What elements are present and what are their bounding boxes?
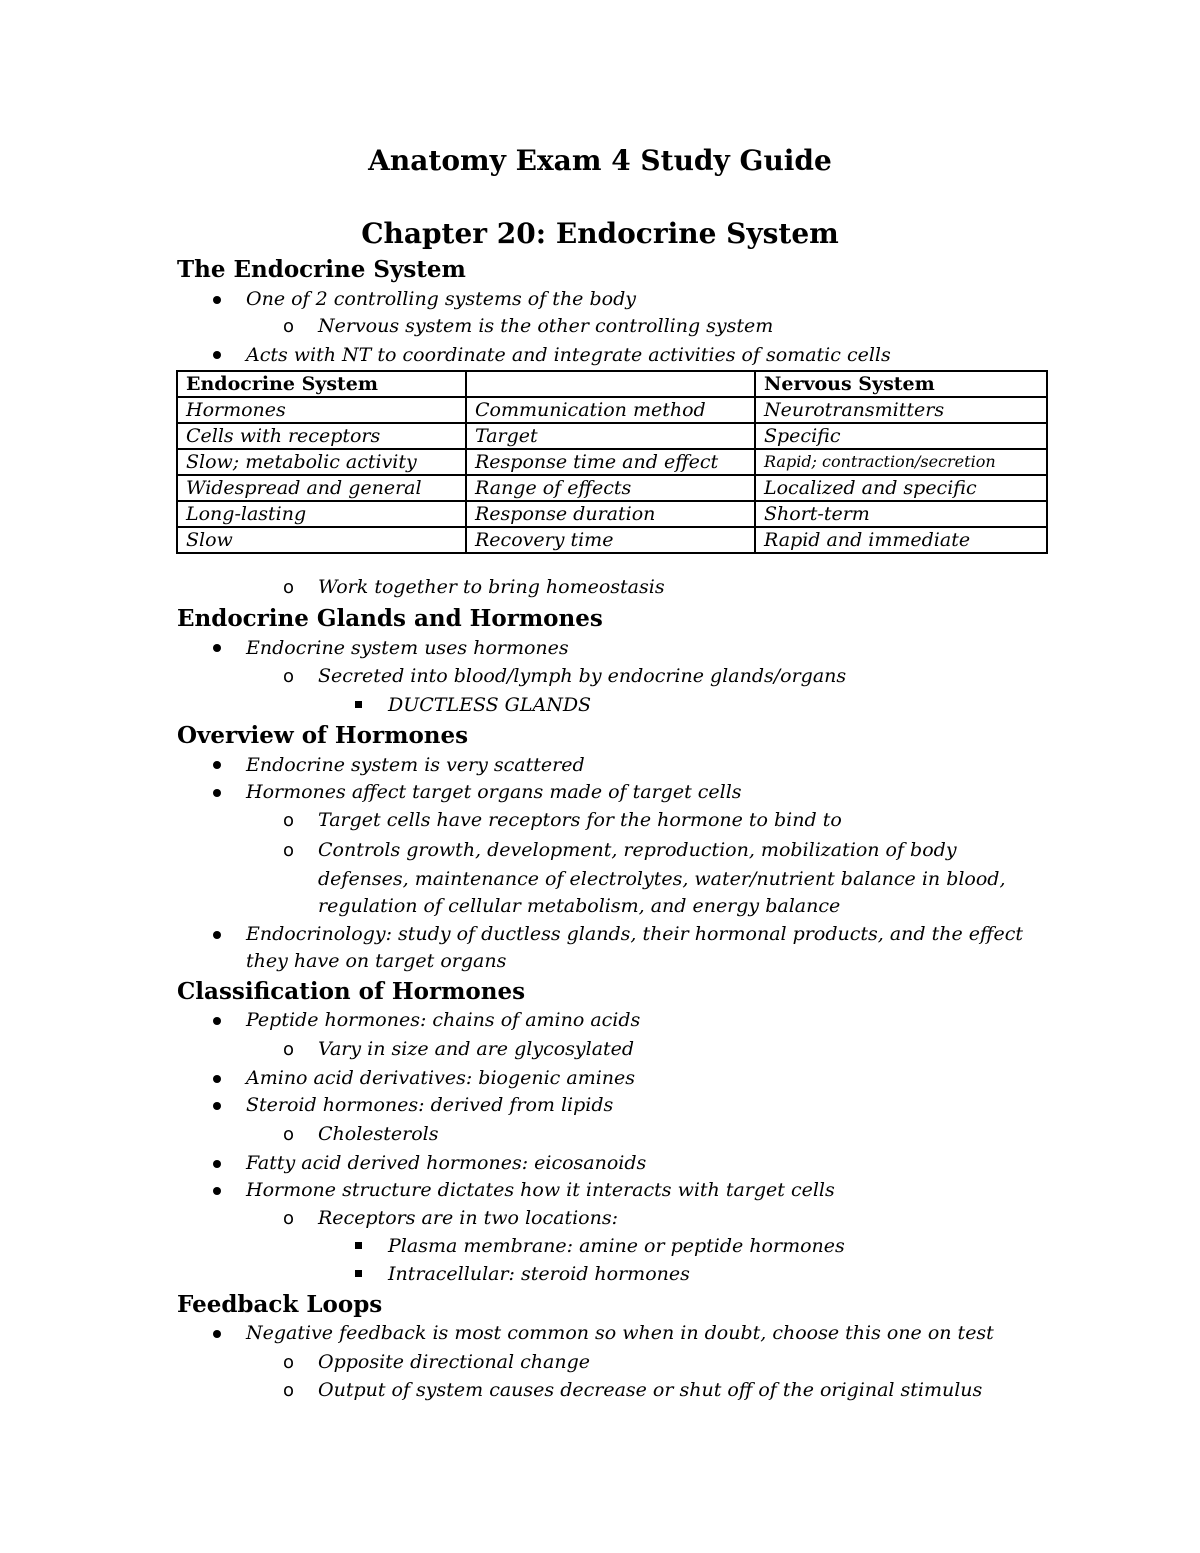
list-item: Cholesterols [318,1123,439,1145]
table-cell: Neurotransmitters [755,397,1047,423]
bullet-circle: o [283,1380,295,1401]
table-cell: Slow [177,527,466,553]
table-cell: Slow; metabolic activity [177,449,466,475]
list-item: Endocrine system uses hormones [246,637,569,659]
table-cell: Range of effects [466,475,755,501]
table-cell: Response duration [466,501,755,527]
section-heading-endocrine-system: The Endocrine System [177,256,466,283]
list-item: DUCTLESS GLANDS [388,694,592,716]
table-cell: Hormones [177,397,466,423]
list-item: Steroid hormones: derived from lipids [246,1094,614,1116]
bullet-dot [213,1075,221,1083]
bullet-circle: o [283,1208,295,1229]
list-item-continuation: defenses, maintenance of electrolytes, water/nutrient balance in blood, [318,868,1006,890]
bullet-square [355,1242,362,1249]
section-heading-feedback: Feedback Loops [177,1291,383,1318]
list-item: Nervous system is the other controlling system [318,315,774,337]
bullet-dot [213,1160,221,1168]
bullet-square [355,701,362,708]
list-item: Output of system causes decrease or shut off of the original stimulus [318,1379,983,1401]
bullet-circle: o [283,1124,295,1145]
bullet-dot [213,1102,221,1110]
comparison-table [176,370,1048,554]
list-item: Opposite directional change [318,1351,590,1373]
table-header-cell: Endocrine System [177,371,466,397]
table-cell: Cells with receptors [177,423,466,449]
list-item-continuation: they have on target organs [246,950,507,972]
table-row [177,449,1047,475]
bullet-circle: o [283,577,295,598]
list-item: Hormone structure dictates how it interacts with target cells [246,1179,835,1201]
table-row [177,423,1047,449]
bullet-square [355,1270,362,1277]
table-row [177,527,1047,553]
bullet-circle: o [283,840,295,861]
table-cell: Response time and effect [466,449,755,475]
bullet-circle: o [283,810,295,831]
list-item: Plasma membrane: amine or peptide hormones [388,1235,845,1257]
list-item: Endocrinology: study of ductless glands, their hormonal products, and the effect [246,923,1023,945]
table-cell: Specific [755,423,1047,449]
list-item: One of 2 controlling systems of the body [246,288,636,310]
table-header-cell [466,371,755,397]
list-item: Acts with NT to coordinate and integrate activities of somatic cells [246,344,891,366]
list-item: Negative feedback is most common so when in doubt, choose this one on test [246,1322,994,1344]
bullet-dot [213,931,221,939]
table-cell: Long-lasting [177,501,466,527]
table-cell: Target [466,423,755,449]
bullet-dot [213,644,221,652]
bullet-dot [213,296,221,304]
table-cell: Localized and specific [755,475,1047,501]
list-item: Amino acid derivatives: biogenic amines [246,1067,636,1089]
table-header-row [177,371,1047,397]
section-heading-classification: Classification of Hormones [177,978,526,1005]
table-cell: Short-term [755,501,1047,527]
list-item: Hormones affect target organs made of target cells [246,781,742,803]
bullet-circle: o [283,1352,295,1373]
list-item: Secreted into blood/lymph by endocrine glands/organs [318,665,847,687]
table-cell: Recovery time [466,527,755,553]
list-item: Target cells have receptors for the hormone to bind to [318,809,842,831]
table-cell: Widespread and general [177,475,466,501]
table-header-cell: Nervous System [755,371,1047,397]
bullet-circle: o [283,316,295,337]
list-item: Peptide hormones: chains of amino acids [246,1009,641,1031]
bullet-dot [213,1330,221,1338]
chapter-title: Chapter 20: Endocrine System [361,217,839,250]
table-cell: Rapid and immediate [755,527,1047,553]
bullet-dot [213,1187,221,1195]
table-row [177,501,1047,527]
bullet-dot [213,789,221,797]
section-heading-glands: Endocrine Glands and Hormones [177,605,603,632]
bullet-dot [213,761,221,769]
table-cell: Rapid; contraction/secretion [755,449,1047,475]
table-row [177,397,1047,423]
list-item: Endocrine system is very scattered [246,754,585,776]
document-title: Anatomy Exam 4 Study Guide [368,144,832,177]
bullet-dot [213,351,221,359]
table-row [177,475,1047,501]
table-cell: Communication method [466,397,755,423]
bullet-circle: o [283,666,295,687]
list-item: Vary in size and are glycosylated [318,1038,635,1060]
bullet-circle: o [283,1039,295,1060]
section-heading-overview: Overview of Hormones [177,722,469,749]
list-item-continuation: regulation of cellular metabolism, and energy balance [318,895,841,917]
list-item: Controls growth, development, reproduction, mobilization of body [318,839,957,861]
list-item: Intracellular: steroid hormones [388,1263,690,1285]
list-item: Receptors are in two locations: [318,1207,618,1229]
bullet-dot [213,1017,221,1025]
list-item: Fatty acid derived hormones: eicosanoids [246,1152,647,1174]
list-item: Work together to bring homeostasis [318,576,665,598]
